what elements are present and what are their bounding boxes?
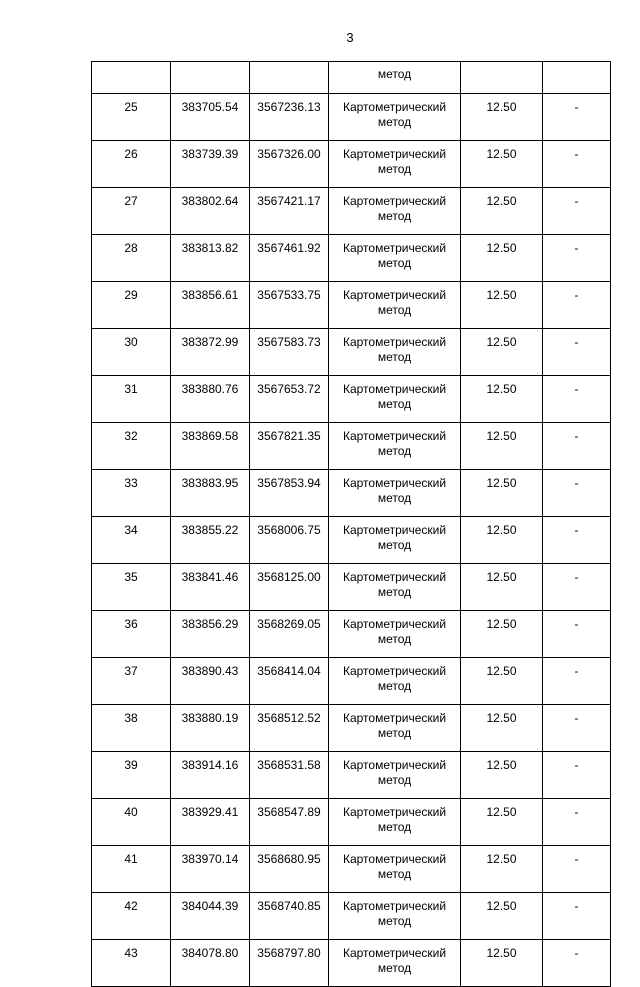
cell-error xyxy=(461,62,543,94)
method-line-2: метод xyxy=(377,303,412,317)
cell-point-number: 35 xyxy=(92,564,171,611)
method-line-1: Картометрический xyxy=(342,194,447,208)
cell-method xyxy=(329,564,461,611)
cell-extra: - xyxy=(543,564,611,611)
continuation-row xyxy=(92,62,611,94)
cell-method xyxy=(329,705,461,752)
cell-x: 383869.58 xyxy=(171,423,250,470)
cell-y: 3567236.13 xyxy=(250,94,329,141)
cell-y: 3567583.73 xyxy=(250,329,329,376)
method-line-1: Картометрический xyxy=(342,946,447,960)
method-line-1: Картометрический xyxy=(342,899,447,913)
cell-y: 3568414.04 xyxy=(250,658,329,705)
method-line-1: Картометрический xyxy=(342,758,447,772)
cell-point-number: 30 xyxy=(92,329,171,376)
cell-y: 3568269.05 xyxy=(250,611,329,658)
method-line-2: метод xyxy=(377,914,412,928)
cell-method xyxy=(329,423,461,470)
method-line-2: метод xyxy=(377,632,412,646)
cell-x xyxy=(171,62,250,94)
cell-extra: - xyxy=(543,329,611,376)
table-row xyxy=(92,282,611,329)
table-row xyxy=(92,188,611,235)
cell-x: 383739.39 xyxy=(171,141,250,188)
cell-error: 12.50 xyxy=(461,564,543,611)
cell-x: 383813.82 xyxy=(171,235,250,282)
cell-point-number: 38 xyxy=(92,705,171,752)
cell-error: 12.50 xyxy=(461,846,543,893)
table-row xyxy=(92,517,611,564)
cell-error: 12.50 xyxy=(461,517,543,564)
cell-point-number: 37 xyxy=(92,658,171,705)
method-line-2: метод xyxy=(377,444,412,458)
cell-extra: - xyxy=(543,705,611,752)
cell-y: 3567653.72 xyxy=(250,376,329,423)
cell-method xyxy=(329,188,461,235)
cell-error: 12.50 xyxy=(461,705,543,752)
method-line-2: метод xyxy=(377,585,412,599)
method-line-2: метод xyxy=(377,209,412,223)
cell-error: 12.50 xyxy=(461,141,543,188)
cell-method xyxy=(329,282,461,329)
cell-extra: - xyxy=(543,94,611,141)
table-row xyxy=(92,893,611,940)
cell-extra: - xyxy=(543,235,611,282)
cell-y: 3567461.92 xyxy=(250,235,329,282)
method-line-1: Картометрический xyxy=(342,570,447,584)
cell-error: 12.50 xyxy=(461,940,543,987)
method-line-1: Картометрический xyxy=(342,147,447,161)
method-line-2: метод xyxy=(377,679,412,693)
cell-point-number: 27 xyxy=(92,188,171,235)
coordinates-table xyxy=(91,61,611,987)
table-row xyxy=(92,846,611,893)
table-row xyxy=(92,799,611,846)
table-row xyxy=(92,470,611,517)
cell-error: 12.50 xyxy=(461,329,543,376)
cell-method xyxy=(329,846,461,893)
cell-point-number: 29 xyxy=(92,282,171,329)
cell-y: 3567853.94 xyxy=(250,470,329,517)
cell-y: 3568680.95 xyxy=(250,846,329,893)
cell-extra: - xyxy=(543,611,611,658)
method-line-1: Картометрический xyxy=(342,523,447,537)
cell-extra: - xyxy=(543,517,611,564)
cell-error: 12.50 xyxy=(461,282,543,329)
table-row xyxy=(92,329,611,376)
cell-error: 12.50 xyxy=(461,470,543,517)
method-line-1: Картометрический xyxy=(342,617,447,631)
method-line-1: Картометрический xyxy=(342,241,447,255)
cell-method xyxy=(329,893,461,940)
method-line-2: метод xyxy=(377,961,412,975)
cell-x: 384078.80 xyxy=(171,940,250,987)
cell-point-number: 25 xyxy=(92,94,171,141)
cell-y: 3568797.80 xyxy=(250,940,329,987)
cell-error: 12.50 xyxy=(461,423,543,470)
cell-method xyxy=(329,752,461,799)
table-row xyxy=(92,423,611,470)
cell-point-number: 42 xyxy=(92,893,171,940)
cell-error: 12.50 xyxy=(461,893,543,940)
cell-method xyxy=(329,141,461,188)
table-row xyxy=(92,611,611,658)
cell-method xyxy=(329,940,461,987)
cell-method xyxy=(329,799,461,846)
cell-point-number: 31 xyxy=(92,376,171,423)
cell-x: 383856.61 xyxy=(171,282,250,329)
cell-x: 383929.41 xyxy=(171,799,250,846)
method-line-1: Картометрический xyxy=(342,288,447,302)
method-line-2: метод xyxy=(377,397,412,411)
cell-x: 383880.19 xyxy=(171,705,250,752)
cell-point-number: 36 xyxy=(92,611,171,658)
cell-method xyxy=(329,517,461,564)
table-row xyxy=(92,752,611,799)
cell-point-number: 41 xyxy=(92,846,171,893)
cell-method xyxy=(329,658,461,705)
cell-y: 3568547.89 xyxy=(250,799,329,846)
cell-extra: - xyxy=(543,188,611,235)
table-row xyxy=(92,564,611,611)
table-row xyxy=(92,658,611,705)
table-row xyxy=(92,141,611,188)
cell-method xyxy=(329,94,461,141)
method-line-2: метод xyxy=(377,162,412,176)
method-line-1: Картометрический xyxy=(342,852,447,866)
cell-y: 3568531.58 xyxy=(250,752,329,799)
cell-error: 12.50 xyxy=(461,658,543,705)
cell-x: 383855.22 xyxy=(171,517,250,564)
cell-extra xyxy=(543,62,611,94)
method-line-1: Картометрический xyxy=(342,100,447,114)
cell-error: 12.50 xyxy=(461,94,543,141)
cell-method xyxy=(329,376,461,423)
cell-x: 384044.39 xyxy=(171,893,250,940)
method-line-1: Картометрический xyxy=(342,335,447,349)
cell-y: 3568125.00 xyxy=(250,564,329,611)
method-line-2: метод xyxy=(377,867,412,881)
cell-extra: - xyxy=(543,376,611,423)
cell-method xyxy=(329,329,461,376)
method-line-2: метод xyxy=(377,491,412,505)
method-line-1: Картометрический xyxy=(342,476,447,490)
cell-point-number: 32 xyxy=(92,423,171,470)
cell-extra: - xyxy=(543,799,611,846)
cell-y xyxy=(250,62,329,94)
cell-y: 3567533.75 xyxy=(250,282,329,329)
method-line-2: метод xyxy=(377,350,412,364)
cell-x: 383705.54 xyxy=(171,94,250,141)
table-row xyxy=(92,94,611,141)
cell-extra: - xyxy=(543,658,611,705)
cell-extra: - xyxy=(543,141,611,188)
cell-method xyxy=(329,470,461,517)
cell-extra: - xyxy=(543,423,611,470)
cell-x: 383880.76 xyxy=(171,376,250,423)
cell-extra: - xyxy=(543,846,611,893)
cell-y: 3568512.52 xyxy=(250,705,329,752)
cell-y: 3567421.17 xyxy=(250,188,329,235)
cell-error: 12.50 xyxy=(461,611,543,658)
cell-y: 3567326.00 xyxy=(250,141,329,188)
table-row xyxy=(92,235,611,282)
method-line-1: Картометрический xyxy=(342,429,447,443)
cell-point-number: 40 xyxy=(92,799,171,846)
cell-point-number: 33 xyxy=(92,470,171,517)
cell-method xyxy=(329,611,461,658)
cell-extra: - xyxy=(543,752,611,799)
cell-point-number: 39 xyxy=(92,752,171,799)
cell-x: 383802.64 xyxy=(171,188,250,235)
method-line-1: Картометрический xyxy=(342,664,447,678)
method-line-2: метод xyxy=(377,115,412,129)
cell-x: 383883.95 xyxy=(171,470,250,517)
page-number: 3 xyxy=(346,30,354,45)
method-line-1: Картометрический xyxy=(342,805,447,819)
cell-y: 3568006.75 xyxy=(250,517,329,564)
cell-error: 12.50 xyxy=(461,235,543,282)
cell-point-number: 34 xyxy=(92,517,171,564)
method-line-2: метод xyxy=(377,726,412,740)
cell-y: 3567821.35 xyxy=(250,423,329,470)
cell-error: 12.50 xyxy=(461,799,543,846)
cell-x: 383890.43 xyxy=(171,658,250,705)
cell-point-number xyxy=(92,62,171,94)
cell-method xyxy=(329,235,461,282)
cell-x: 383970.14 xyxy=(171,846,250,893)
cell-x: 383856.29 xyxy=(171,611,250,658)
table-body xyxy=(92,62,611,987)
cell-extra: - xyxy=(543,893,611,940)
cell-extra: - xyxy=(543,470,611,517)
method-line-2: метод xyxy=(377,820,412,834)
cell-x: 383872.99 xyxy=(171,329,250,376)
cell-x: 383841.46 xyxy=(171,564,250,611)
cell-error: 12.50 xyxy=(461,752,543,799)
method-line-1: Картометрический xyxy=(342,711,447,725)
cell-error: 12.50 xyxy=(461,188,543,235)
cell-method: метод xyxy=(329,62,461,94)
table-row xyxy=(92,705,611,752)
cell-x: 383914.16 xyxy=(171,752,250,799)
cell-point-number: 43 xyxy=(92,940,171,987)
table-row xyxy=(92,940,611,987)
cell-error: 12.50 xyxy=(461,376,543,423)
cell-extra: - xyxy=(543,940,611,987)
cell-y: 3568740.85 xyxy=(250,893,329,940)
method-line-2: метод xyxy=(377,538,412,552)
method-line-2: метод xyxy=(377,256,412,270)
cell-extra: - xyxy=(543,282,611,329)
cell-point-number: 26 xyxy=(92,141,171,188)
method-line-2: метод xyxy=(377,773,412,787)
cell-point-number: 28 xyxy=(92,235,171,282)
method-line-1: Картометрический xyxy=(342,382,447,396)
table-row xyxy=(92,376,611,423)
